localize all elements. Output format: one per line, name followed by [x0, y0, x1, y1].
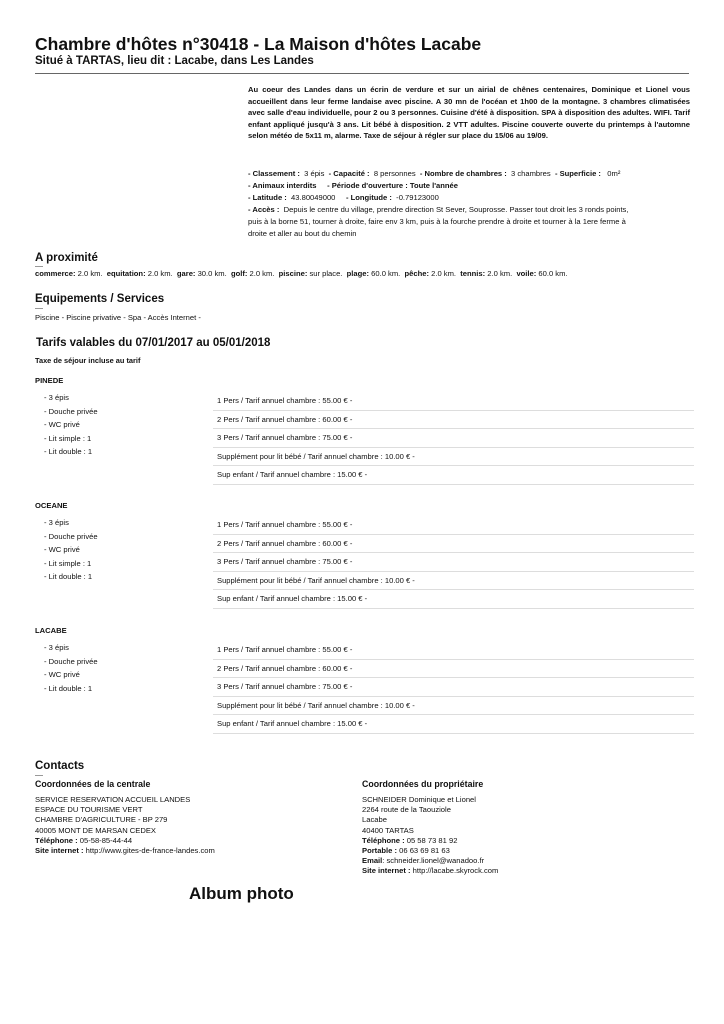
- longitude-value: -0.79123000: [396, 193, 439, 202]
- room-feature: - Lit double : 1: [44, 682, 98, 696]
- proximite-value: 2.0 km.: [431, 269, 457, 278]
- proximite-label: pêche:: [404, 269, 429, 278]
- price-row: Supplément pour lit bébé / Tarif annuel chambre : 10.00 € -: [213, 572, 694, 591]
- proprietaire-phone: [362, 836, 498, 846]
- room-features-pinede: [44, 391, 98, 459]
- proximite-rule: [35, 266, 43, 267]
- classement-value: 3 épis: [304, 169, 325, 178]
- contacts-heading: Contacts: [35, 760, 85, 772]
- room-name-pinede: PINEDE: [35, 376, 64, 385]
- room-name-lacabe: LACABE: [35, 626, 67, 635]
- attributes-block: [248, 168, 696, 240]
- equipements-list: Piscine - Piscine privative - Spa - Accès Internet -: [35, 313, 201, 322]
- price-row: 3 Pers / Tarif annuel chambre : 75.00 € -: [213, 553, 694, 572]
- acces-line-1: [248, 204, 696, 216]
- superficie-label: - Superficie :: [554, 169, 601, 178]
- proprietaire-line: 2264 route de la Taouziole: [362, 805, 451, 815]
- header-divider: [35, 73, 689, 74]
- attributes-line-2: [248, 180, 696, 192]
- proprietaire-mobile: [362, 846, 498, 856]
- room-prices-pinede: [213, 392, 694, 485]
- phone-value: 05-58-85-44-44: [79, 835, 133, 845]
- superficie-value: 0m²: [607, 169, 621, 178]
- proximite-list: [35, 269, 568, 278]
- proximite-label: voile:: [516, 269, 537, 278]
- centrale-line: CHAMBRE D'AGRICULTURE - BP 279: [35, 815, 168, 825]
- centrale-website: [35, 846, 215, 856]
- centrale-line: 40005 MONT DE MARSAN CEDEX: [35, 825, 156, 835]
- room-feature: - 3 épis: [44, 516, 98, 530]
- room-prices-oceane: [213, 516, 694, 609]
- price-row: 1 Pers / Tarif annuel chambre : 55.00 € -: [213, 516, 694, 535]
- acces-line-2: puis à la borne 51, tourner à droite, faire env 3 km, puis à la fourche prendre à droite et tourner à la 1ere ferme à: [248, 217, 626, 226]
- website-link[interactable]: http://www.gites-de-france-landes.com: [85, 846, 215, 856]
- email-link[interactable]: : schneider.lionel@wanadoo.fr: [382, 856, 485, 866]
- room-feature: - Douche privée: [44, 655, 98, 669]
- proprietaire-heading: Coordonnées du propriétaire: [362, 779, 484, 789]
- proximite-value: 2.0 km.: [487, 269, 513, 278]
- longitude-label: - Longitude :: [345, 193, 392, 202]
- centrale-line: SERVICE RESERVATION ACCUEIL LANDES: [35, 795, 191, 804]
- room-feature: - 3 épis: [44, 641, 98, 655]
- website-link[interactable]: http://lacabe.skyrock.com: [412, 866, 499, 876]
- phone-value: 05 58 73 81 92: [406, 835, 458, 845]
- room-feature: - WC privé: [44, 668, 98, 682]
- proximite-label: equitation:: [106, 269, 146, 278]
- room-feature: - Lit simple : 1: [44, 557, 98, 571]
- proximite-value: 60.0 km.: [538, 269, 568, 278]
- proximite-value: 2.0 km.: [77, 269, 103, 278]
- centrale-phone: [35, 836, 215, 846]
- room-feature: - WC privé: [44, 543, 98, 557]
- equipements-rule: [35, 308, 43, 309]
- contacts-rule: [35, 775, 43, 776]
- proximite-value: 60.0 km.: [371, 269, 401, 278]
- price-row: 1 Pers / Tarif annuel chambre : 55.00 € -: [213, 641, 694, 660]
- album-photo-heading: Album photo: [189, 884, 294, 903]
- acces-line-3: droite et aller au bout du chemin: [248, 229, 357, 238]
- phone-label: Téléphone :: [362, 835, 405, 845]
- price-row: 2 Pers / Tarif annuel chambre : 60.00 € -: [213, 535, 694, 554]
- room-features-lacabe: [44, 641, 98, 695]
- proximite-label: tennis:: [460, 269, 486, 278]
- capacite-label: - Capacité :: [328, 169, 370, 178]
- room-feature: - Lit double : 1: [44, 570, 98, 584]
- chambres-value: 3 chambres: [511, 169, 551, 178]
- price-row: Supplément pour lit bébé / Tarif annuel chambre : 10.00 € -: [213, 697, 694, 716]
- price-row: 1 Pers / Tarif annuel chambre : 55.00 € -: [213, 392, 694, 411]
- proximite-label: golf:: [230, 269, 248, 278]
- proximite-value: sur place.: [309, 269, 343, 278]
- proximite-label: piscine:: [278, 269, 308, 278]
- mobile-label: Portable :: [362, 846, 398, 856]
- room-features-oceane: [44, 516, 98, 584]
- phone-label: Téléphone :: [35, 835, 78, 845]
- acces-text-1: Depuis le centre du village, prendre direction St Sever, Souprosse. Passer tout droit les 3 ronds points,: [283, 205, 629, 214]
- tax-note: Taxe de séjour incluse au tarif: [35, 356, 141, 365]
- proximite-label: gare:: [176, 269, 196, 278]
- attributes-line-3: [248, 192, 696, 204]
- animaux-text: - Animaux interdits: [248, 181, 317, 190]
- room-name-oceane: OCEANE: [35, 501, 68, 510]
- tarifs-heading: Tarifs valables du 07/01/2017 au 05/01/2018: [36, 337, 271, 349]
- room-feature: - Lit simple : 1: [44, 432, 98, 446]
- room-feature: - Douche privée: [44, 405, 98, 419]
- chambres-label: - Nombre de chambres :: [419, 169, 507, 178]
- proprietaire-website: [362, 866, 498, 876]
- page-title: Chambre d'hôtes n°30418 - La Maison d'hôtes Lacabe: [35, 34, 482, 54]
- room-feature: - 3 épis: [44, 391, 98, 405]
- room-feature: - Douche privée: [44, 530, 98, 544]
- proximite-heading: A proximité: [35, 252, 98, 264]
- room-feature: - WC privé: [44, 418, 98, 432]
- proximite-value: 30.0 km.: [197, 269, 227, 278]
- latitude-label: - Latitude :: [248, 193, 287, 202]
- price-row: Supplément pour lit bébé / Tarif annuel chambre : 10.00 € -: [213, 448, 694, 467]
- price-row: Sup enfant / Tarif annuel chambre : 15.00 € -: [213, 590, 694, 609]
- price-row: 2 Pers / Tarif annuel chambre : 60.00 € -: [213, 411, 694, 430]
- equipements-heading: Equipements / Services: [35, 293, 165, 305]
- price-row: Sup enfant / Tarif annuel chambre : 15.00 € -: [213, 466, 694, 485]
- ouverture-text: - Période d'ouverture : Toute l'année: [327, 181, 458, 190]
- proximite-value: 2.0 km.: [147, 269, 173, 278]
- proprietaire-contact-block: [362, 795, 498, 877]
- proximite-label: plage:: [346, 269, 370, 278]
- room-prices-lacabe: [213, 641, 694, 734]
- proximite-value: 2.0 km.: [249, 269, 275, 278]
- proprietaire-email: [362, 856, 498, 866]
- price-row: 3 Pers / Tarif annuel chambre : 75.00 € -: [213, 429, 694, 448]
- description-text: Au coeur des Landes dans un écrin de verdure et sur un airial de chênes centenaires, Dominique et Lionel vous accueillent dans leur ferme landaise avec piscine. A 30 mn de l'océan et 1h00 de la montagne. 3 chambres climatisées avec salle d'eau individuelle, pour 2 ou 3 personnes. Cuisine d'été à disposition. SPA à disposition des adultes. WIFI. Tarif enfant appliqué jusqu'à 3 ans. Lit bébé à disposition. 2 VTT adultes. Piscine couverte ouverte du printemps à l'automne selon météo de 5x11 m, alarme. Taxe de séjour à régler sur place du 15/06 au 19/09.: [248, 85, 690, 140]
- website-label: Site internet :: [35, 846, 84, 856]
- website-label: Site internet :: [362, 866, 411, 876]
- proprietaire-line: SCHNEIDER Dominique et Lionel: [362, 795, 476, 804]
- price-row: 3 Pers / Tarif annuel chambre : 75.00 € -: [213, 678, 694, 697]
- latitude-value: 43.80049000: [291, 193, 336, 202]
- centrale-contact-block: [35, 795, 215, 856]
- proprietaire-line: 40400 TARTAS: [362, 825, 414, 835]
- page-subtitle: Situé à TARTAS, lieu dit : Lacabe, dans Les Landes: [35, 55, 314, 67]
- classement-label: - Classement :: [248, 169, 300, 178]
- mobile-value: 06 63 69 81 63: [399, 846, 450, 856]
- email-label: Email: [362, 856, 383, 866]
- capacite-value: 8 personnes: [373, 169, 416, 178]
- price-row: 2 Pers / Tarif annuel chambre : 60.00 € -: [213, 660, 694, 679]
- proprietaire-line: Lacabe: [362, 815, 387, 825]
- centrale-heading: Coordonnées de la centrale: [35, 779, 151, 789]
- attributes-line-1: [248, 168, 696, 180]
- centrale-line: ESPACE DU TOURISME VERT: [35, 805, 143, 815]
- acces-label: - Accès :: [248, 205, 280, 214]
- proximite-label: commerce:: [35, 269, 76, 278]
- room-feature: - Lit double : 1: [44, 445, 98, 459]
- price-row: Sup enfant / Tarif annuel chambre : 15.00 € -: [213, 715, 694, 734]
